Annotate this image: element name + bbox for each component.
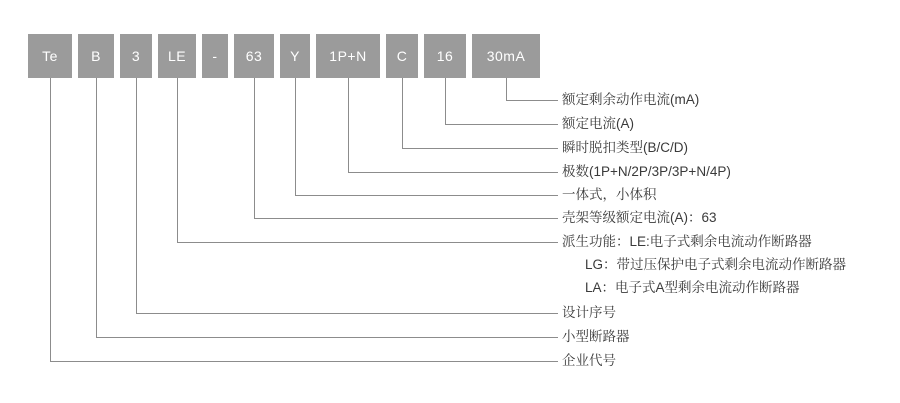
code-box-text: C [396, 48, 408, 64]
callout-label-design-sequence: 设计序号 [562, 305, 616, 320]
leader-vline-enterprise-code [50, 78, 51, 361]
leader-hline-frame-rating [254, 218, 558, 219]
callout-label-poles: 极数(1P+N/2P/3P/3P+N/4P) [562, 164, 731, 179]
leader-vline-trip-type [402, 78, 403, 148]
callout-label-rated-current: 额定电流(A) [562, 116, 634, 131]
callout-label-trip-type: 瞬时脱扣类型(B/C/D) [562, 140, 688, 155]
code-box-enterprise [28, 34, 72, 78]
leader-hline-rated-current [445, 124, 558, 125]
callout-label-derived-lg: LG：带过压保护电子式剩余电流动作断路器 [585, 257, 847, 272]
code-box-dash [202, 34, 228, 78]
code-box-text: B [91, 48, 101, 64]
leader-vline-rated-current [445, 78, 446, 124]
code-box-breaker [78, 34, 114, 78]
leader-hline-poles [348, 172, 558, 173]
code-box-rated-current [424, 34, 466, 78]
callout-label-derived-la: LA：电子式A型剩余电流动作断路器 [585, 280, 800, 295]
leader-hline-enterprise-code [50, 361, 558, 362]
callout-label-residual-current: 额定剩余动作电流(mA) [562, 92, 700, 107]
callout-label-enterprise-code: 企业代号 [562, 353, 616, 368]
code-box-text: Y [290, 48, 300, 64]
code-box-frame-rating [234, 34, 274, 78]
code-box-poles [316, 34, 380, 78]
code-box-text: 30mA [486, 48, 526, 64]
leader-vline-derived-function [177, 78, 178, 242]
leader-vline-residual-current [506, 78, 507, 100]
code-box-integrated [280, 34, 310, 78]
code-box-text: 1P+N [329, 48, 367, 64]
code-box-design [120, 34, 152, 78]
leader-hline-integrated [295, 195, 558, 196]
callout-label-frame-rating: 壳架等级额定电流(A)：63 [562, 210, 717, 225]
leader-vline-integrated [295, 78, 296, 195]
leader-hline-derived-function [177, 242, 558, 243]
leader-hline-design-sequence [136, 313, 558, 314]
leader-vline-mini-breaker [96, 78, 97, 337]
leader-hline-trip-type [402, 148, 558, 149]
code-box-text: 16 [436, 48, 454, 64]
code-box-text: 63 [245, 48, 263, 64]
leader-vline-poles [348, 78, 349, 172]
code-box-text: LE [167, 48, 187, 64]
leader-vline-frame-rating [254, 78, 255, 218]
callout-label-integrated: 一体式，小体积 [562, 187, 657, 202]
callout-label-derived-function: 派生功能：LE:电子式剩余电流动作断路器 [562, 234, 812, 249]
leader-hline-residual-current [506, 100, 558, 101]
leader-vline-design-sequence [136, 78, 137, 313]
callout-label-mini-breaker: 小型断路器 [562, 329, 630, 344]
code-box-derived [158, 34, 196, 78]
leader-hline-mini-breaker [96, 337, 558, 338]
code-box-text: 3 [131, 48, 141, 64]
code-box-residual-current [472, 34, 540, 78]
code-box-text: - [212, 48, 218, 64]
code-box-trip-type [386, 34, 418, 78]
code-box-text: Te [42, 48, 58, 64]
